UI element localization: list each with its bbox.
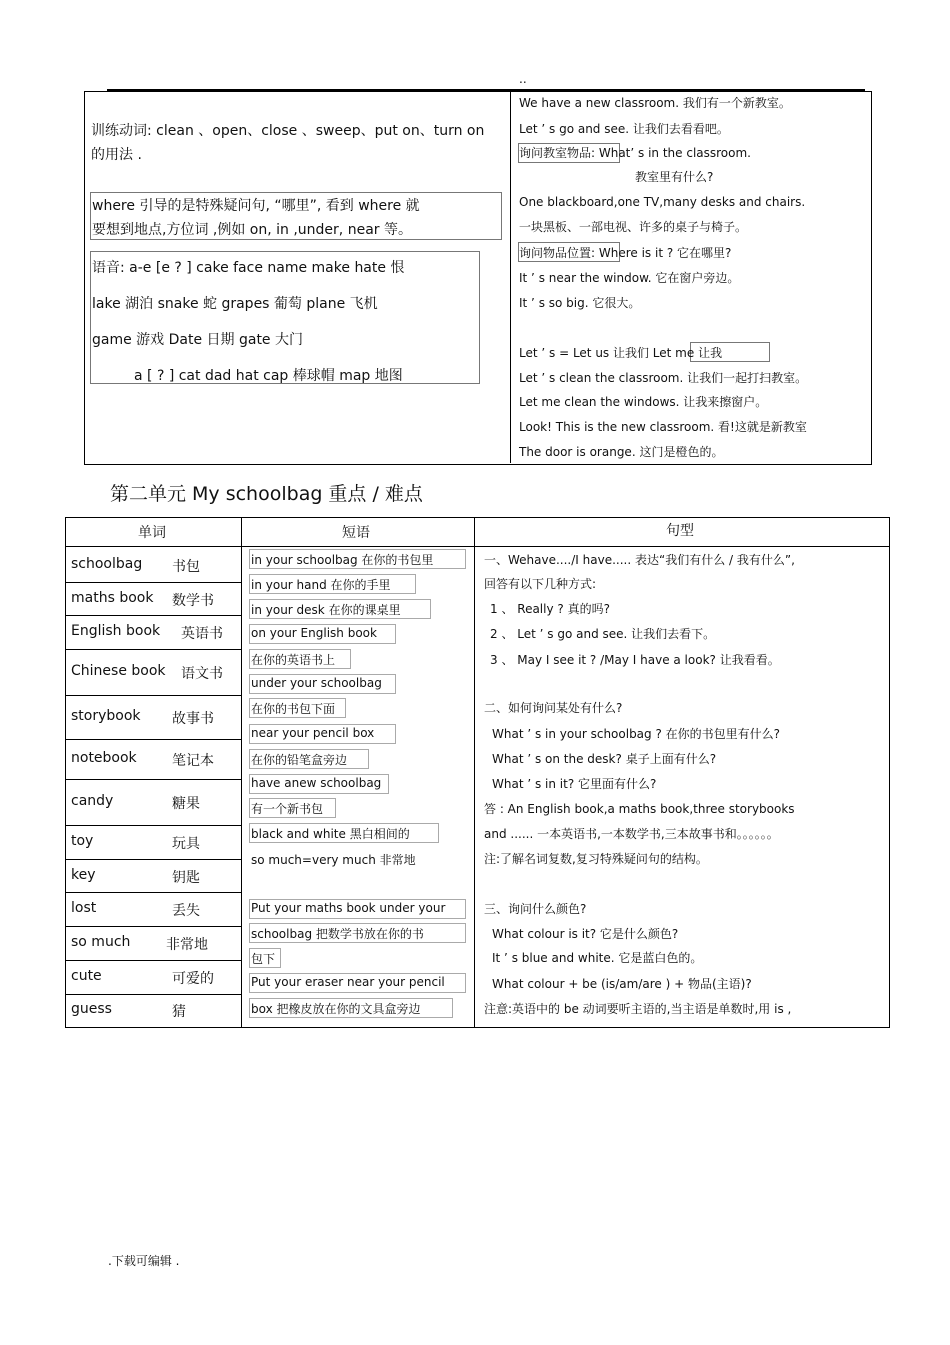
word-zh: 丢失	[172, 903, 200, 919]
word-en: Chinese book	[71, 663, 166, 679]
u1-right-3: 教室里有什么?	[635, 170, 714, 184]
unit2-title: 第二单元 My schoolbag 重点 / 难点	[110, 483, 423, 505]
phrase-text: Put your maths book under your	[251, 901, 446, 915]
u1-right-2: 询问教室物品: What’ s in the classroom.	[519, 146, 751, 160]
word-zh: 钥匙	[172, 869, 200, 886]
sentence-4: 3 、 May I see it ? /May I have a look? 让我看看。	[490, 653, 780, 667]
verbs-line-1: 训练动词: clean 、open、close 、sweep、put on、turn on	[91, 123, 485, 139]
word-row-divider	[65, 739, 241, 740]
phrase-text: under your schoolbag	[251, 676, 382, 690]
u1-right-13: The door is orange. 这门是橙色的。	[519, 445, 724, 459]
word-row-divider	[65, 582, 241, 583]
sentence-7: What ’ s on the desk? 桌子上面有什么?	[492, 752, 717, 766]
word-en: storybook	[71, 708, 141, 724]
word-zh: 故事书	[172, 711, 214, 727]
header-phrases: 短语	[342, 525, 370, 541]
phonics-line-1: 语音: a-e [e ? ] cake face name make hate 恨	[92, 260, 405, 276]
word-zh: 英语书	[181, 626, 223, 642]
word-en: lost	[71, 900, 97, 916]
word-en: guess	[71, 1001, 112, 1017]
u1-right-11: Let me clean the windows. 让我来擦窗户。	[519, 395, 768, 409]
phrase-text: 有一个新书包	[251, 802, 324, 816]
word-en: schoolbag	[71, 556, 143, 572]
phrase-text: Put your eraser near your pencil	[251, 975, 445, 989]
word-en: toy	[71, 833, 94, 849]
phrase-text: near your pencil box	[251, 726, 375, 740]
word-row-divider	[65, 859, 241, 860]
u1-right-10: Let ’ s clean the classroom. 让我们一起打扫教室。	[519, 371, 808, 385]
phrase-text: box 把橡皮放在你的文具盒旁边	[251, 1002, 421, 1016]
phrase-text: 包下	[251, 952, 276, 966]
sentence-12: 三、询问什么颜色?	[484, 902, 587, 916]
word-en: English book	[71, 623, 161, 639]
phonics-line-4: a [ ? ] cat dad hat cap 棒球帽 map 地图	[134, 368, 403, 384]
word-en: notebook	[71, 750, 137, 766]
sentence-11: 注:了解名词复数,复习特殊疑问句的结构。	[484, 852, 708, 866]
word-row-divider	[65, 960, 241, 961]
u1-right-9: Let ’ s = Let us 让我们 Let me 让我	[519, 346, 723, 360]
phrase-text: so much=very much 非常地	[251, 853, 416, 867]
u1-right-1: Let ’ s go and see. 让我们去看看吧。	[519, 122, 729, 136]
where-line-2: 要想到地点,方位词 ,例如 on, in ,under, near 等。	[92, 222, 412, 238]
u1-right-5: 一块黑板、一部电视、许多的桌子与椅子。	[519, 220, 748, 234]
phrase-text: 在你的书包下面	[251, 702, 336, 716]
word-zh: 语文书	[181, 666, 223, 682]
sentence-2: 1 、 Really ? 真的吗?	[490, 602, 610, 616]
phrase-text: black and white 黑白相间的	[251, 827, 410, 841]
sentence-6: What ’ s in your schoolbag ? 在你的书包里有什么?	[492, 727, 781, 741]
word-row-divider	[65, 615, 241, 616]
header-sentences: 句型	[666, 523, 694, 539]
sentence-13: What colour is it? 它是什么颜色?	[492, 927, 679, 941]
phonics-line-2: lake 湖泊 snake 蛇 grapes 葡萄 plane 飞机	[92, 296, 378, 312]
where-line-1: where 引导的是特殊疑问句, “哪里”, 看到 where 就	[92, 198, 420, 214]
phrase-text: on your English book	[251, 626, 377, 640]
word-en: key	[71, 866, 96, 883]
sentence-15: What colour + be (is/am/are ) + 物品(主语)?	[492, 977, 752, 991]
col-divider-2	[474, 517, 475, 1027]
phrase-text: 在你的英语书上	[251, 653, 336, 667]
u1-right-6: 询问物品位置: Where is it ? 它在哪里?	[519, 246, 732, 260]
word-zh: 书包	[172, 559, 200, 575]
header-dots: ..	[519, 72, 527, 86]
sentence-5: 二、如何询问某处有什么?	[484, 701, 623, 715]
word-row-divider	[65, 825, 241, 826]
verbs-line-2: 的用法 .	[91, 147, 142, 163]
header-words: 单词	[138, 525, 166, 541]
phrase-text: have anew schoolbag	[251, 776, 382, 790]
word-zh: 数学书	[172, 592, 214, 609]
u1-right-12: Look! This is the new classroom. 看!这就是新教室	[519, 420, 807, 434]
phrase-text: 在你的铅笔盒旁边	[251, 753, 348, 767]
sentence-0: 一、Wehave..../I have..... 表达“我们有什么 / 我有什么”,	[484, 553, 795, 567]
phrase-text: in your desk 在你的课桌里	[251, 603, 401, 617]
u1-right-4: One blackboard,one TV,many desks and chairs.	[519, 195, 806, 209]
word-row-divider	[65, 926, 241, 927]
word-en: maths book	[71, 589, 154, 606]
sentence-8: What ’ s in it? 它里面有什么?	[492, 777, 657, 791]
sentence-1: 回答有以下几种方式:	[484, 577, 597, 591]
word-zh: 可爱的	[172, 971, 214, 987]
u1-right-7: It ’ s near the window. 它在窗户旁边。	[519, 271, 740, 285]
word-row-divider	[65, 649, 241, 650]
sentence-10: and ...... 一本英语书,一本数学书,三本故事书和。。。。。。	[484, 827, 779, 841]
sentence-9: 答 : An English book,a maths book,three storybooks	[484, 802, 795, 816]
word-row-divider	[65, 892, 241, 893]
word-en: so much	[71, 934, 131, 950]
sentence-16: 注意:英语中的 be 动词要听主语的,当主语是单数时,用 is ,	[484, 1002, 792, 1016]
u1-right-0: We have a new classroom. 我们有一个新教室。	[519, 96, 791, 110]
word-zh: 玩具	[172, 836, 200, 852]
word-row-divider	[65, 779, 241, 780]
phrase-text: in your hand 在你的手里	[251, 578, 391, 592]
word-row-divider	[65, 695, 241, 696]
word-zh: 非常地	[166, 937, 208, 953]
unit1-divider	[510, 91, 511, 463]
word-zh: 猜	[172, 1004, 186, 1020]
word-en: cute	[71, 968, 102, 984]
sentence-3: 2 、 Let ’ s go and see. 让我们去看下。	[490, 627, 716, 641]
word-zh: 糖果	[172, 796, 200, 812]
word-en: candy	[71, 793, 114, 809]
phonics-line-3: game 游戏 Date 日期 gate 大门	[92, 332, 303, 348]
footer-note: .下载可编辑 .	[108, 1254, 180, 1268]
word-row-divider	[65, 994, 241, 995]
sentence-14: It ’ s blue and white. 它是蓝白色的。	[492, 951, 703, 965]
u1-right-8: It ’ s so big. 它很大。	[519, 296, 641, 310]
phrase-text: in your schoolbag 在你的书包里	[251, 553, 434, 567]
phrase-text: schoolbag 把数学书放在你的书	[251, 927, 424, 941]
header-divider	[65, 546, 889, 547]
col-divider-1	[241, 517, 242, 1027]
word-zh: 笔记本	[172, 753, 214, 769]
